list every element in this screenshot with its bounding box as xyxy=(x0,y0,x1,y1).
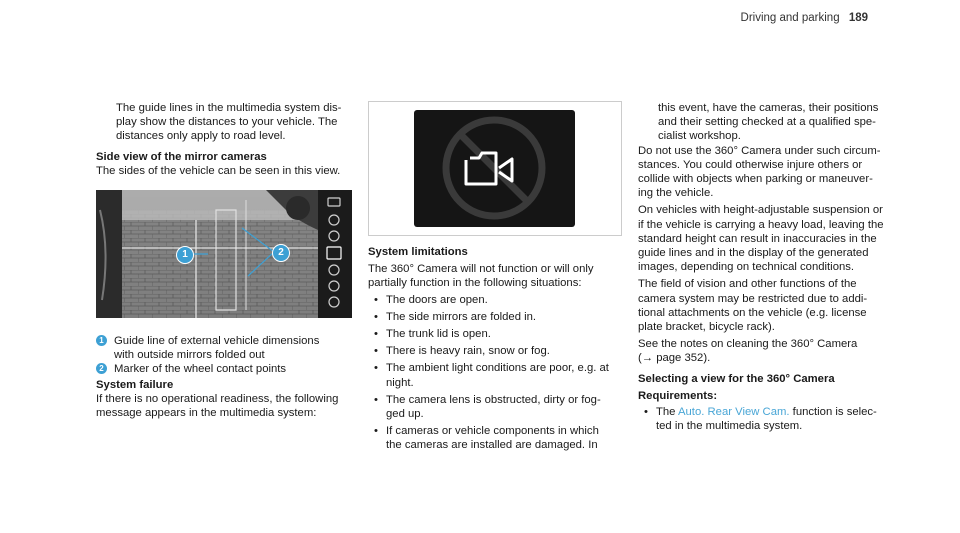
intro-line: The guide lines in the multimedia system dis- xyxy=(116,102,342,114)
paragraph-field-of-vision: The field of vision and other functions of the camera system may be restricted due to addi- tional attachments on the vehicle (e.g. license plate bracket, bicycle rack). xyxy=(638,278,868,334)
legend-item-2 xyxy=(96,362,354,376)
list-item: • The camera lens is obstructed, dirty or fog- ged up. xyxy=(368,393,628,421)
requirements-heading: Requirements: xyxy=(638,389,718,402)
paragraph-suspension: On vehicles with height-adjustable suspension or if the vehicle is carrying a heavy load, leaving the standard height can result in inaccuracies in the guide lines and in the display of the generated images, depending on technical conditions. xyxy=(638,204,884,274)
list-item: • The side mirrors are folded in. xyxy=(368,310,628,324)
list-item: • The ambient light conditions are poor, e.g. at night. xyxy=(368,361,628,389)
legend-item-1 xyxy=(96,334,354,362)
system-failure-section xyxy=(96,378,354,421)
page-header xyxy=(741,11,868,25)
system-limitations-heading: System limitations xyxy=(368,246,468,258)
list-item: • The Auto. Rear View Cam. function is selec- ted in the multimedia system. xyxy=(638,405,896,433)
list-item: • The doors are open. xyxy=(368,293,628,307)
camera-unavailable-image xyxy=(368,101,622,236)
list-item: • There is heavy rain, snow or fog. xyxy=(368,344,628,358)
limitations-intro: The 360° Camera will not function or will only xyxy=(368,263,594,276)
column-1 xyxy=(96,101,351,178)
failure-line: message appears in the multimedia system: xyxy=(96,407,317,420)
page-reference-link[interactable]: (→ page 352). xyxy=(638,352,711,365)
requirements-list xyxy=(638,405,896,433)
legend-number: 2 xyxy=(96,363,107,374)
system-failure-heading: System failure xyxy=(96,379,174,391)
limitations-intro: partially function in the following situations: xyxy=(368,277,582,290)
side-view-text: The sides of the vehicle can be seen in this view. xyxy=(96,164,341,177)
continued-paragraph: this event, have the cameras, their positions and their setting checked at a qualified spe- cialist workshop. xyxy=(658,102,879,143)
legend-number: 1 xyxy=(96,335,107,346)
legend-text: Guide line of external vehicle dimensions xyxy=(114,335,320,347)
side-view-heading: Side view of the mirror cameras xyxy=(96,150,267,163)
column-3 xyxy=(638,101,896,436)
limitations-list xyxy=(368,293,628,453)
section-title: Driving and parking xyxy=(740,12,840,24)
selecting-view-heading: Selecting a view for the 360° Camera xyxy=(638,372,835,385)
page-number: 189 xyxy=(848,12,868,24)
camera-unavailable-screen xyxy=(414,110,575,227)
legend-text: with outside mirrors folded out xyxy=(114,349,265,362)
image-legend xyxy=(96,334,354,377)
paragraph-do-not-use: Do not use the 360° Camera under such circum- stances. You could otherwise injure others or collide with objects when parking or maneuver- ing the vehicle. xyxy=(638,144,881,200)
callout-1: 1 xyxy=(176,246,194,264)
mirror-camera-image xyxy=(96,190,352,318)
intro-line: play show the distances to your vehicle. The xyxy=(116,116,338,129)
intro-paragraph xyxy=(96,101,351,144)
legend-text: Marker of the wheel contact points xyxy=(114,363,287,376)
list-item: • The trunk lid is open. xyxy=(368,327,628,341)
failure-line: If there is no operational readiness, the following xyxy=(96,393,339,406)
auto-rear-view-cam-link[interactable]: Auto. Rear View Cam. xyxy=(677,406,790,419)
paragraph-cleaning-notes: See the notes on cleaning the 360° Camera (→ page 352). xyxy=(638,337,896,365)
intro-line: distances only apply to road level. xyxy=(116,130,286,143)
callout-2: 2 xyxy=(272,244,290,262)
column-2 xyxy=(368,245,628,456)
list-item: • If cameras or vehicle components in which the cameras are installed are damaged. In xyxy=(368,424,628,452)
